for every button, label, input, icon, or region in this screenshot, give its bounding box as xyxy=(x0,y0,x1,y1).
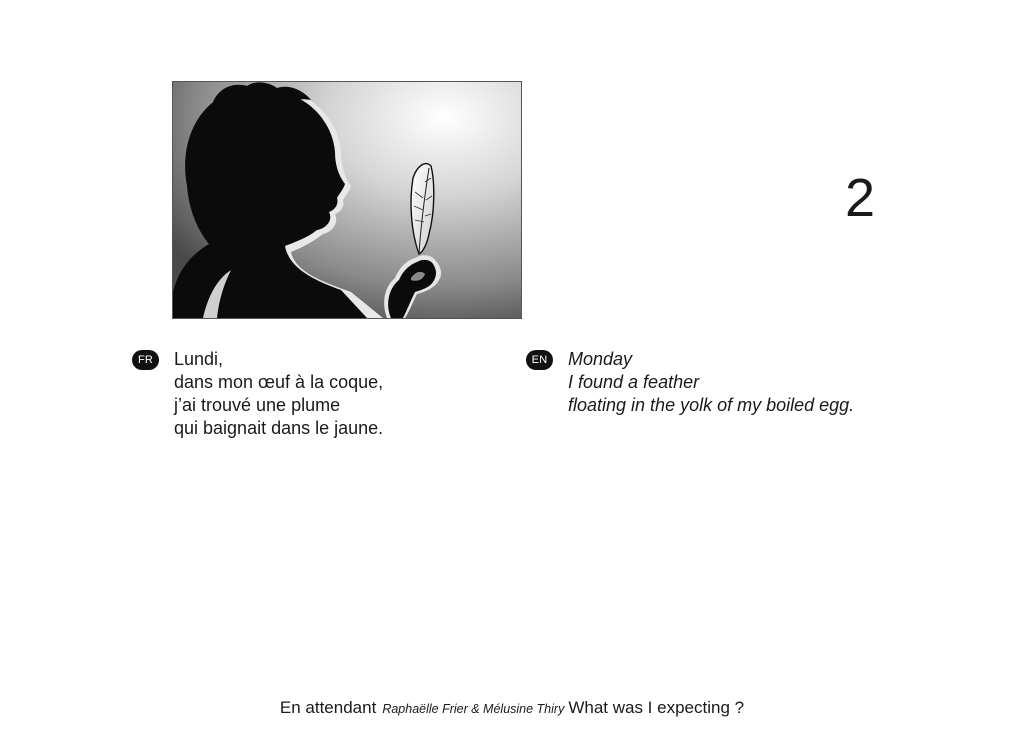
footer-title-en: What was I expecting ? xyxy=(568,698,745,717)
footer-title-fr: En attendant xyxy=(279,698,377,717)
poem-english xyxy=(568,348,854,417)
language-badge-en: EN xyxy=(526,350,553,370)
book-footer xyxy=(0,697,1024,720)
poem-line: Lundi, xyxy=(174,349,224,369)
poem-line: qui baignait dans le jaune. xyxy=(174,418,384,438)
language-badge-fr: FR xyxy=(132,350,159,370)
child-silhouette-holding-feather-icon xyxy=(173,82,521,318)
poem-line: floating in the yolk of my boiled egg. xyxy=(568,395,855,415)
poem-line: dans mon œuf à la coque, xyxy=(174,372,384,392)
footer-authors: Raphaëlle Frier & Mélusine Thiry xyxy=(382,702,565,716)
illustration xyxy=(172,81,522,319)
page-number: 2 xyxy=(844,168,876,228)
poem-line: j’ai trouvé une plume xyxy=(174,395,341,415)
poem-line: Monday xyxy=(568,349,633,369)
poem-french xyxy=(174,348,383,440)
poem-line: I found a feather xyxy=(568,372,700,392)
